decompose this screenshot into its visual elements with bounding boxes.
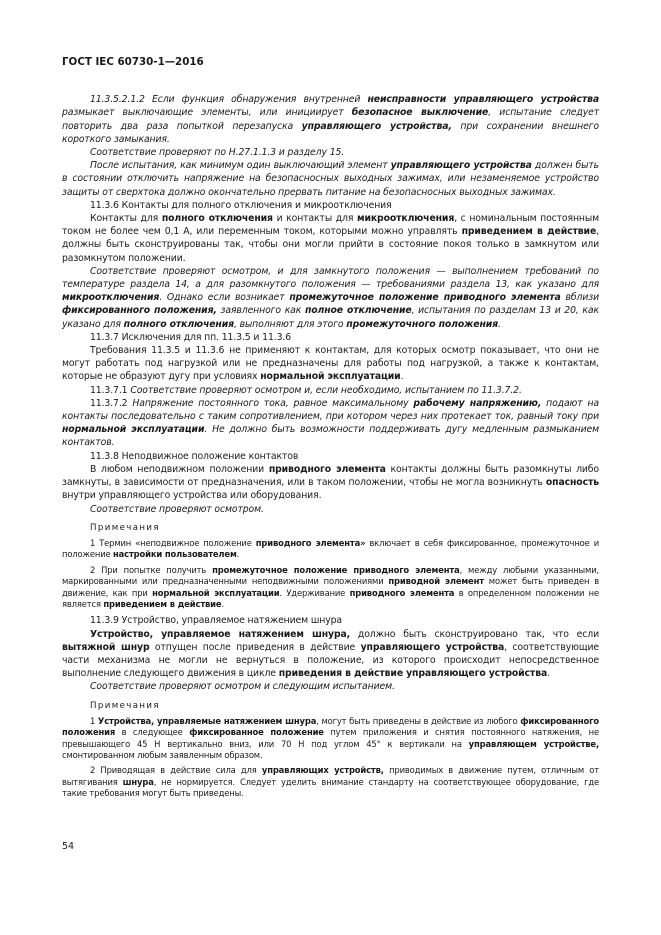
- document-header: ГОСТ IEC 60730-1—2016: [62, 56, 204, 68]
- note-item: 2 Приводящая в действие сила для управляющих устройств, приводимых в движение путем, отличным от вытягивания шнура, не нормируется. Следует уделить внимание стандарту на соответствующее оборудование, где такие требования могут быть приведены.: [62, 765, 600, 799]
- body-paragraph: Соответствие проверяют по Н.27.1.1.3 и разделу 15.: [90, 147, 345, 159]
- body-paragraph: Требования 11.3.5 и 11.3.6 не применяют к контактам, для которых осмотр показывает, что они не могут работать под нагрузкой или не предназначены для работы под нагрузкой, а также к контактам, которые не образуют дугу при условиях нормальной эксплуатации.: [62, 345, 599, 383]
- notes-section-2: [62, 716, 599, 800]
- body-paragraph: Соответствие проверяют осмотром и следующим испытанием.: [90, 681, 395, 693]
- body-section-1: [62, 93, 599, 516]
- notes-section-1: [62, 538, 599, 610]
- body-paragraph: 11.3.7.2 Напряжение постоянного тока, равное максимальному рабочему напряжению, подают на контакты последовательно с таким сопротивлением, при котором через них протекает ток, равный току при нормальной эксплуатации. Не должно быть возможности поддерживать дугу медленным размыканием контактов.: [62, 397, 599, 449]
- body-paragraph: В любом неподвижном положении приводного элемента контакты должны быть разомкнуты либо замкнуты, в зависимости от предназначения, или в таком положении, чтобы не могла возникнуть опасность внутри управляющего устройства или оборудования.: [62, 463, 599, 502]
- body-paragraph: 11.3.7 Исключения для пп. 11.3.5 и 11.3.6: [90, 331, 292, 343]
- body-paragraph: Контакты для полного отключения и контакты для микроотключения, с номинальным постоянным током не более чем 0,1 А, или переменным током, которыми можно управлять приведением в действие, должны быть сконструированы так, чтобы они могли прийти в состояние покоя только в замкнутом или разомкнутом положении.: [62, 213, 599, 264]
- body-paragraph: 11.3.6 Контакты для полного отключения и микроотключения: [90, 199, 392, 211]
- body-paragraph: Соответствие проверяют осмотром.: [90, 503, 264, 515]
- body-paragraph: 11.3.5.2.1.2 Если функция обнаружения внутренней неисправности управляющего устройства размыкает выключающие элементы, или инициирует безопасное выключение, испытание следует повторить два раза попыткой перезапуска управляющего устройства, при сохранении внешнего короткого замыкания.: [62, 94, 600, 145]
- note-item: 1 Устройства, управляемые натяжением шнура, могут быть приведены в действие из любого фиксированного положения в следующее фиксированное положение путем приложения и снятия постоянного натяжения, не превышающего 45 Н вертикально вниз, или 70 Н под углом 45° к вертикали на управляющем устройстве, смонтированном любым заявленным образом.: [62, 715, 599, 760]
- note-item: 2 При попытке получить промежуточное положение приводного элемента, между любыми указанными, маркированными или предназначенными неподвижными положениями приводной элемент может быть приведен в движение, как при нормальной эксплуатации. Удерживание приводного элемента в определенном положении не является приведением в действие.: [62, 564, 599, 609]
- body-paragraph: 11.3.7.1 Соответствие проверяют осмотром и, если необходимо, испытанием по 11.3.7.2.: [90, 384, 522, 396]
- body-paragraph: 11.3.9 Устройство, управляемое натяжением шнура: [90, 615, 342, 627]
- note-item: 1 Термин «неподвижное положение приводного элемента» включает в себя фиксированное, промежуточное и положение настройки пользователем.: [62, 537, 599, 560]
- body-section-2: [62, 614, 599, 693]
- body-paragraph: Устройство, управляемое натяжением шнура, должно быть сконструировано так, что если вытяжной шнур отпущен после приведения в действие управляющего устройства, соответствующие части механизма не могли не вернуться в положение, из которого происходит непосредственное выполнение следующего движения в цикле приведения в действие управляющего устройства.: [62, 628, 600, 680]
- notes-heading: Примечания: [90, 700, 160, 711]
- body-paragraph: Соответствие проверяют осмотром, и для замкнутого положения — выполнением требований по температуре раздела 14, а для разомкнутого положения — требованиями раздела 13, как указано для микроотключения. Однако если возникает промежуточное положение приводного элемента вблизи фиксированного положения, заявленного как полное отключение, испытания по разделам 13 и 20, как указано для полного отключения, выполняют для этого промежуточного положения.: [62, 265, 599, 330]
- body-paragraph: 11.3.8 Неподвижное положение контактов: [90, 450, 299, 462]
- body-paragraph: После испытания, как минимум один выключающий элемент управляющего устройства должен быть в состоянии отключить напряжение на безопасносных выходных зажимах, или незаменяемое устройство защиты от сверхтока должно окончательно прервать питание на безопасносных выходных зажимах.: [62, 160, 599, 198]
- notes-heading: Примечания: [90, 522, 160, 533]
- page-number: 54: [62, 841, 75, 852]
- document-page: [62, 56, 599, 804]
